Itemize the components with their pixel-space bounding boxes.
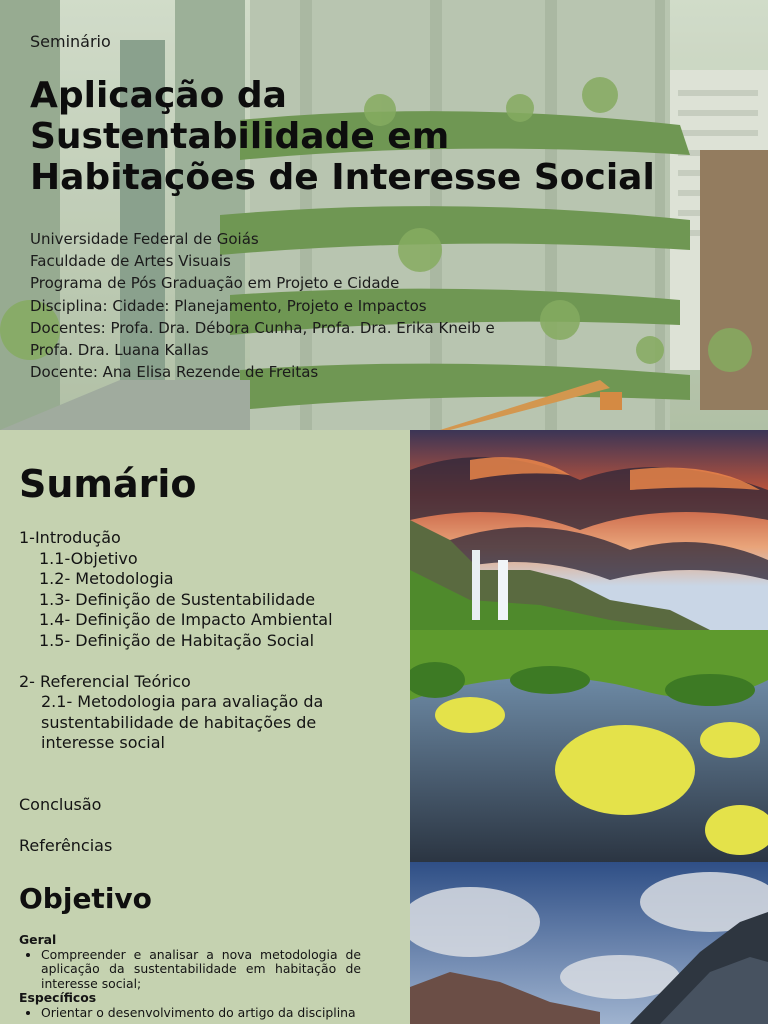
general-list <box>19 948 361 992</box>
general-label: Geral <box>19 932 57 947</box>
toc-item-cont: sustentabilidade de habitações de <box>41 712 317 732</box>
institution-info <box>30 228 730 383</box>
toc-item: 1-Introdução <box>19 528 121 547</box>
toc-item: Referências <box>19 835 113 855</box>
title-line: Sustentabilidade em <box>30 116 450 157</box>
summary-title: Sumário <box>19 462 197 506</box>
faculty-name: Faculdade de Artes Visuais <box>30 252 231 271</box>
hero-banner <box>0 0 768 430</box>
toc-item: 2.1- Metodologia para avaliação da <box>41 692 324 712</box>
table-of-contents <box>19 528 399 856</box>
toc-item: 2- Referencial Teórico <box>19 671 191 691</box>
summary-panel <box>0 430 410 1024</box>
seminar-label: Seminário <box>30 32 111 51</box>
toc-item: 1.5- Definição de Habitação Social <box>39 630 315 650</box>
waterfall-landscape-photo <box>410 430 768 862</box>
toc-item: 1.1-Objetivo <box>39 548 138 568</box>
course-name: Disciplina: Cidade: Planejamento, Projeto e Impactos <box>30 296 427 315</box>
toc-item-cont: interesse social <box>41 733 165 753</box>
program-name: Programa de Pós Graduação em Projeto e Cidade <box>30 274 400 293</box>
toc-item: 1.3- Definição de Sustentabilidade <box>39 589 316 609</box>
toc-item: Conclusão <box>19 794 102 814</box>
specific-list <box>19 1006 361 1021</box>
specific-label: Específicos <box>19 990 97 1006</box>
hero-content <box>30 32 730 383</box>
toc-spacer <box>19 754 399 795</box>
toc-spacer <box>19 652 399 672</box>
toc-item: 1.2- Metodologia <box>39 569 174 589</box>
student-name: Docente: Ana Elisa Rezende de Freitas <box>30 363 319 382</box>
objective-content <box>19 933 361 1021</box>
title-line: Aplicação da <box>30 75 287 116</box>
professors-line: Docentes: Profa. Dra. Débora Cunha, Profa. Dra. Erika Kneib e <box>30 318 495 337</box>
toc-item: 1.4- Definição de Impacto Ambiental <box>39 610 333 630</box>
title-line: Habitações de Interesse Social <box>30 157 655 198</box>
page-title <box>30 75 730 198</box>
mountain-sky-photo <box>410 862 768 1024</box>
objective-title: Objetivo <box>19 882 152 915</box>
professors-line-cont: Profa. Dra. Luana Kallas <box>30 341 209 360</box>
general-item: • Compreender e analisar a nova metodologia de aplicação da sustentabilidade em habitação de interesse social; <box>41 948 361 992</box>
university-name: Universidade Federal de Goiás <box>30 230 259 248</box>
toc-spacer <box>19 816 399 836</box>
specific-item: • Orientar o desenvolvimento do artigo da disciplina <box>41 1006 361 1021</box>
